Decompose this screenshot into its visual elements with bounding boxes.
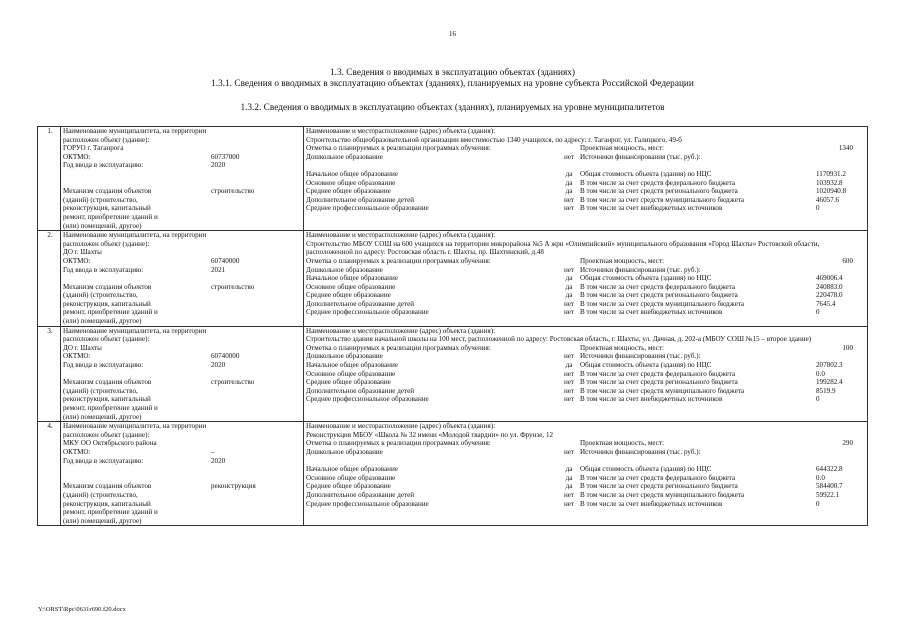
municipality-label: расположен объект (здание):: [63, 135, 150, 144]
year-label: Год ввода в эксплуатацию:: [63, 265, 144, 274]
finance-item-value: 0: [816, 204, 820, 213]
oktmo-value: 60737000: [211, 152, 240, 161]
program-name: Начальное общее образование: [306, 169, 398, 178]
capacity-label: Проектная мощность, мест:: [580, 343, 664, 352]
program-name: Дополнительное образование детей: [306, 195, 415, 204]
finance-item-value: 1170931.2: [816, 169, 846, 178]
program-mark: да: [565, 465, 573, 474]
capacity-value: 600: [842, 256, 853, 265]
finance-item-name: В том числе за счет средств регионального бюджета: [580, 482, 738, 491]
mechanism-label: реконструкция, капитальный: [63, 499, 151, 508]
object-cell: [304, 422, 868, 526]
oktmo-value: 60740000: [211, 256, 240, 265]
oktmo-label: ОКТМО:: [63, 447, 91, 456]
finance-item-value: 207802.3: [816, 361, 843, 370]
finance-label: Источники финансирования (тыс. руб.):: [580, 447, 701, 456]
municipality-cell: [61, 326, 304, 422]
program-name: Среднее общее образование: [306, 482, 391, 491]
programs-label: Отметка о планируемых к реализации программах обучения:: [306, 343, 491, 352]
finance-item-name: В том числе за счет средств федерального бюджета: [580, 369, 735, 378]
program-mark: нет: [563, 490, 575, 499]
program-mark: нет: [563, 395, 575, 404]
mechanism-label: ремонт, приобретение зданий и: [63, 508, 158, 517]
row-number: 4.: [38, 422, 61, 526]
year-value: 2020: [211, 456, 226, 465]
program-mark: нет: [563, 308, 575, 317]
finance-item-name: В том числе за счет средств муниципального бюджета: [580, 299, 745, 308]
object-row: [38, 127, 868, 231]
finance-item-name: В том числе за счет средств муниципального бюджета: [580, 386, 745, 395]
mechanism-value: строительство: [211, 187, 255, 196]
object-cell: [304, 127, 868, 231]
mechanism-label: (зданий) (строительство,: [63, 195, 138, 204]
mechanism-label: ремонт, приобретение зданий и: [63, 212, 158, 221]
object-row: [38, 231, 868, 327]
mechanism-value: строительство: [211, 378, 255, 387]
finance-item-value: 59922.1: [816, 490, 840, 499]
mechanism-label: ремонт, приобретение зданий и: [63, 308, 158, 317]
object-label: Наименование и месторасположение (адрес) объекта (здания):: [306, 127, 496, 135]
municipality-label: расположен объект (здание):: [63, 430, 150, 439]
program-name: Дошкольное образование: [306, 447, 383, 456]
mechanism-label: Механизм создания объектов: [63, 282, 152, 291]
mechanism-value: реконструкция: [211, 482, 256, 491]
object-description: Строительство общеобразовательной организации вместимостью 1340 учащихся, по адресу: г. Таганрог, ул. Галицкого, 49-б: [306, 135, 682, 144]
year-value: 2021: [211, 265, 226, 274]
program-name: Основное общее образование: [306, 473, 396, 482]
program-name: Среднее профессиональное образование: [306, 395, 429, 404]
program-mark: нет: [563, 352, 575, 361]
finance-label: Источники финансирования (тыс. руб.):: [580, 352, 701, 361]
program-name: Начальное общее образование: [306, 465, 398, 474]
finance-item-value: 7645.4: [816, 299, 836, 308]
municipality-label: Наименование муниципалитета, на территории: [63, 422, 207, 431]
program-mark: нет: [563, 386, 575, 395]
finance-item-value: 103932.8: [816, 178, 843, 187]
object-row: [38, 422, 868, 526]
object-label: Наименование и месторасположение (адрес) объекта (здания):: [306, 326, 496, 335]
capacity-label: Проектная мощность, мест:: [580, 439, 664, 448]
program-name: Дополнительное образование детей: [306, 386, 415, 395]
mechanism-label: реконструкция, капитальный: [63, 204, 151, 213]
object-description: Реконструкция МБОУ «Школа № 32 имени «Молодой гвардии» по ул. Фрунзе, 12: [306, 430, 554, 439]
finance-item-value: 0: [816, 308, 820, 317]
mechanism-label: реконструкция, капитальный: [63, 395, 151, 404]
finance-item-value: 220478.0: [816, 291, 843, 300]
finance-item-name: В том числе за счет внебюджетных источников: [580, 499, 723, 508]
program-mark: нет: [563, 499, 575, 508]
program-name: Дополнительное образование детей: [306, 299, 415, 308]
object-label: Наименование и месторасположение (адрес) объекта (здания):: [306, 422, 496, 431]
spacer: [558, 257, 580, 266]
spacer: [558, 144, 580, 153]
municipality-cell: [61, 231, 304, 327]
finance-item-value: 8519.9: [816, 386, 836, 395]
mechanism-label: Механизм создания объектов: [63, 378, 152, 387]
program-name: Дошкольное образование: [306, 352, 383, 361]
finance-item-value: 469006.4: [816, 274, 843, 283]
row-number: 2.: [38, 231, 61, 327]
object-row: [38, 326, 868, 422]
program-mark: да: [565, 187, 573, 196]
program-name: Дошкольное образование: [306, 152, 383, 161]
program-mark: да: [565, 482, 573, 491]
program-name: Начальное общее образование: [306, 361, 398, 370]
mechanism-label: (или) помещений, другое): [63, 317, 142, 326]
municipality-cell: [61, 127, 304, 231]
page-number: 16: [449, 30, 456, 38]
finance-item-value: 46057.6: [816, 195, 840, 204]
program-name: Основное общее образование: [306, 178, 396, 187]
program-name: Среднее общее образование: [306, 378, 391, 387]
programs-label: Отметка о планируемых к реализации программах обучения:: [306, 439, 491, 448]
capacity-value: 290: [842, 439, 853, 448]
finance-item-name: В том числе за счет средств регионального бюджета: [580, 187, 738, 196]
program-name: Дополнительное образование детей: [306, 490, 415, 499]
capacity-value: 100: [842, 343, 853, 352]
objects-table: [37, 126, 868, 526]
oktmo-label: ОКТМО:: [63, 352, 91, 361]
subsection-heading-municipal: 1.3.2. Сведения о вводимых в эксплуатацию объектах (зданиях), планируемых на уровне муниципалитетов: [240, 103, 665, 113]
year-value: 2020: [211, 361, 226, 370]
program-mark: да: [565, 291, 573, 300]
finance-item-name: В том числе за счет внебюджетных источников: [580, 204, 723, 213]
finance-item-value: 0: [816, 499, 820, 508]
oktmo-value: 60740000: [211, 352, 240, 361]
finance-item-value: 644322.8: [816, 465, 843, 474]
oktmo-label: ОКТМО:: [63, 152, 91, 161]
oktmo-value: –: [211, 447, 215, 456]
program-mark: да: [565, 169, 573, 178]
program-name: Среднее профессиональное образование: [306, 308, 429, 317]
program-name: Среднее общее образование: [306, 291, 391, 300]
municipality-label: Наименование муниципалитета, на территории: [63, 326, 207, 335]
finance-item-name: В том числе за счет средств муниципального бюджета: [580, 490, 745, 499]
object-cell: [304, 326, 868, 422]
program-mark: нет: [563, 152, 575, 161]
finance-item-value: 0: [816, 395, 820, 404]
municipality-label: расположен объект (здание):: [63, 239, 150, 248]
mechanism-label: реконструкция, капитальный: [63, 299, 151, 308]
finance-item-name: В том числе за счет внебюджетных источников: [580, 395, 723, 404]
capacity-label: Проектная мощность, мест:: [580, 144, 664, 153]
program-mark: нет: [563, 265, 575, 274]
mechanism-value: строительство: [211, 282, 255, 291]
finance-item-value: 0.0: [816, 369, 825, 378]
capacity-value: 1340: [838, 144, 853, 153]
row-number: 3.: [38, 326, 61, 422]
mechanism-label: (или) помещений, другое): [63, 516, 142, 525]
mechanism-label: (или) помещений, другое): [63, 221, 142, 230]
municipality-name: МКУ ОО Октябрьского района: [63, 439, 157, 448]
program-name: Основное общее образование: [306, 282, 396, 291]
program-mark: нет: [563, 378, 575, 387]
program-mark: нет: [563, 195, 575, 204]
section-heading: 1.3. Сведения о вводимых в эксплуатацию объектах (зданиях): [330, 68, 575, 78]
program-mark: нет: [563, 369, 575, 378]
program-name: Начальное общее образование: [306, 274, 398, 283]
municipality-label: Наименование муниципалитета, на территории: [63, 231, 207, 240]
finance-item-value: 0.0: [816, 473, 825, 482]
mechanism-label: (зданий) (строительство,: [63, 291, 138, 300]
finance-item-name: Общая стоимость объекта (здания) по НЦС: [580, 465, 712, 474]
object-cell: [304, 231, 868, 327]
program-mark: да: [565, 282, 573, 291]
finance-label: Источники финансирования (тыс. руб.):: [580, 152, 701, 161]
municipality-name: ДО г. Шахты: [63, 343, 102, 352]
finance-item-name: В том числе за счет средств федерального бюджета: [580, 473, 735, 482]
finance-item-name: В том числе за счет средств федерального бюджета: [580, 282, 735, 291]
finance-item-name: В том числе за счет средств регионального бюджета: [580, 378, 738, 387]
mechanism-label: (зданий) (строительство,: [63, 490, 138, 499]
finance-item-name: Общая стоимость объекта (здания) по НЦС: [580, 274, 712, 283]
program-mark: нет: [563, 447, 575, 456]
object-label: Наименование и месторасположение (адрес) объекта (здания):: [306, 231, 496, 240]
program-name: Дошкольное образование: [306, 265, 383, 274]
oktmo-label: ОКТМО:: [63, 256, 91, 265]
program-mark: да: [565, 361, 573, 370]
subsection-heading-regional: 1.3.1. Сведения о вводимых в эксплуатацию объектах (зданиях), планируемых на уровне субъекта Российской Федерации: [211, 79, 694, 89]
footer-file-path: Y:\ORST\Rpc\0631r690.f20.docx: [38, 606, 126, 613]
municipality-name: ГОРУО г. Таганрога: [63, 144, 124, 153]
mechanism-label: Механизм создания объектов: [63, 482, 152, 491]
object-description: Строительство МБОУ СОШ на 600 учащихся на территории микрорайона №5 А жрн «Олимпийский» муниципального образования «Город Шахты» Ростовской области, расположенной по адресу: Ростовская область г. Шахты, пр. Шахтинский, д.48: [306, 239, 820, 257]
finance-item-value: 584400.7: [816, 482, 843, 491]
mechanism-label: (зданий) (строительство,: [63, 386, 138, 395]
finance-item-name: В том числе за счет средств регионального бюджета: [580, 291, 738, 300]
finance-item-name: В том числе за счет внебюджетных источников: [580, 308, 723, 317]
year-value: 2020: [211, 161, 226, 170]
program-mark: да: [565, 473, 573, 482]
program-name: Основное общее образование: [306, 369, 396, 378]
year-label: Год ввода в эксплуатацию:: [63, 161, 144, 170]
program-mark: нет: [563, 204, 575, 213]
object-description: Строительство здания начальной школы на 100 мест, расположенной по адресу: Ростовская область, г. Шахты, ул. Дачная, д. 202-а (МБОУ СОШ №15 – второе здание): [306, 335, 812, 344]
spacer: [558, 344, 580, 353]
finance-item-value: 240883.0: [816, 282, 843, 291]
municipality-label: Наименование муниципалитета, на территории: [63, 127, 207, 135]
finance-item-name: Общая стоимость объекта (здания) по НЦС: [580, 361, 712, 370]
spacer: [558, 439, 580, 448]
program-name: Среднее профессиональное образование: [306, 499, 429, 508]
row-number: 1.: [38, 127, 61, 231]
program-name: Среднее профессиональное образование: [306, 204, 429, 213]
year-label: Год ввода в эксплуатацию:: [63, 456, 144, 465]
year-label: Год ввода в эксплуатацию:: [63, 361, 144, 370]
mechanism-label: ремонт, приобретение зданий и: [63, 404, 158, 412]
finance-item-value: 199282.4: [816, 378, 843, 387]
mechanism-label: Механизм создания объектов: [63, 187, 152, 196]
programs-label: Отметка о планируемых к реализации программах обучения:: [306, 144, 491, 153]
municipality-cell: [61, 422, 304, 526]
program-mark: да: [565, 274, 573, 283]
municipality-name: ДО г. Шахты: [63, 248, 102, 257]
program-mark: нет: [563, 299, 575, 308]
mechanism-label: (или) помещений, другое): [63, 412, 142, 421]
program-mark: да: [565, 178, 573, 187]
finance-item-name: В том числе за счет средств муниципального бюджета: [580, 195, 745, 204]
municipality-label: расположен объект (здание):: [63, 335, 150, 344]
finance-label: Источники финансирования (тыс. руб.):: [580, 265, 701, 274]
finance-item-value: 1020940.8: [816, 187, 847, 196]
programs-label: Отметка о планируемых к реализации программах обучения:: [306, 256, 491, 265]
program-name: Среднее общее образование: [306, 187, 391, 196]
finance-item-name: В том числе за счет средств федерального бюджета: [580, 178, 735, 187]
finance-item-name: Общая стоимость объекта (здания) по НЦС: [580, 169, 712, 178]
capacity-label: Проектная мощность, мест:: [580, 256, 664, 265]
